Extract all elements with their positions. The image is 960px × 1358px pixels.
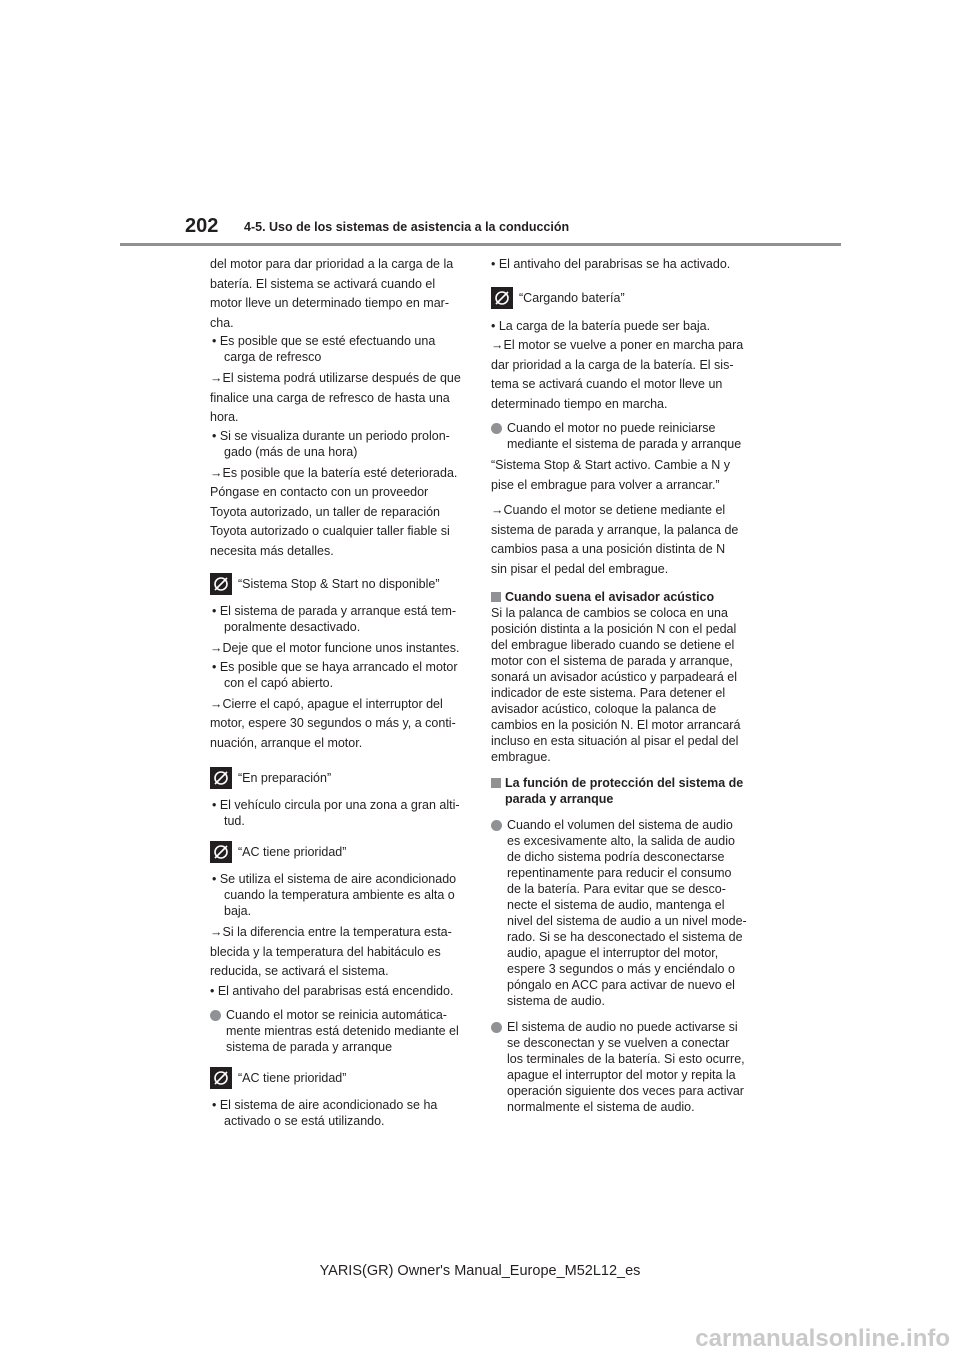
text-line: del motor para dar prioridad a la carga de la: [210, 257, 454, 271]
subsection-heading: Cuando suena el avisador acústico: [491, 589, 753, 605]
footer-text: YARIS(GR) Owner's Manual_Europe_M52L12_es: [319, 1263, 641, 1279]
note-item: Cuando el motor se reinicia automática- mente mientras está detenido mediante el sistema de parada y arranque: [210, 1007, 468, 1055]
warning-message-icon: [491, 287, 513, 309]
paragraph: [491, 501, 753, 579]
bullet-item: • Se utiliza el sistema de aire acondicionado cuando la temperatura ambiente es alta o baja.: [212, 872, 457, 918]
page-number: 202: [185, 215, 219, 237]
text-line: reducida, se activará el sistema.: [210, 964, 389, 978]
bullet-item: • La carga de la batería puede ser baja.: [491, 318, 711, 333]
display-message: “AC tiene prioridad”: [210, 1065, 468, 1091]
display-message: “Cargando batería”: [491, 285, 753, 311]
text-line: →El motor se vuelve a poner en marcha para: [491, 338, 744, 352]
note-item: El sistema de audio no puede activarse si se desconectan y se vuelven a conectar los terminales de la batería. Si esto ocurre, apague el interruptor del motor y repita la operación siguiente dos veces para activar normalmente el sistema de audio.: [491, 1019, 753, 1115]
text-line: →El sistema podrá utilizarse después de que: [210, 371, 461, 385]
text-line: blecida y la temperatura del habitáculo es: [210, 944, 441, 959]
text-line: →Cuando el motor se detiene mediante el: [491, 503, 726, 517]
bullet-dot-icon: [491, 423, 502, 434]
bullet-item: • El vehículo circula por una zona a gran alti- tud.: [212, 798, 460, 828]
text-line: cambios pasa a una posición distinta de N: [491, 542, 726, 556]
bullet-item: • El antivaho del parabrisas se ha activado.: [491, 257, 731, 271]
text-line: hora.: [210, 410, 239, 424]
paragraph: Si la palanca de cambios se coloca en una posición distinta a la posición N con el pedal del embrague liberado cuando se detiene el motor con el sistema de parada y arranque, sonará un avisador acústico y parpadeará el indicador de este sistema. Para detener el avisador acústico, coloque la palanca de cambios en la posición N. El motor arrancará incluso en esta situación al pisar el pedal del embrague.: [491, 606, 741, 764]
text-line: →Si la diferencia entre la temperatura esta-: [210, 925, 452, 939]
text-line: Toyota autorizado o cualquier taller fiable si: [210, 524, 450, 538]
paragraph: [210, 464, 468, 562]
paragraph: [491, 336, 753, 414]
bullet-item: • Es posible que se haya arrancado el motor con el capó abierto.: [212, 659, 458, 690]
text-line: Póngase en contacto con un proveedor: [210, 485, 429, 499]
display-message: “En preparación”: [210, 765, 468, 791]
note-item: Cuando el volumen del sistema de audio es excesivamente alto, la salida de audio de dicho sistema podría desconectarse repentinamente para reducir el consumo de la batería. Para evitar que se desco- necte el sistema de audio, mantenga el nivel del sistema de audio a un nivel mode- rado. Si se ha desconectado el sistema de audio, apague el interruptor del motor, espere 3 segundos o más y enciéndalo o póngalo en ACC para activar de nuevo el sistema de audio.: [491, 817, 753, 1009]
warning-message-icon: [210, 573, 232, 595]
paragraph: [210, 923, 468, 982]
text-line: Toyota autorizado, un taller de reparación: [210, 504, 441, 519]
note-item: Cuando el motor no puede reiniciarse mediante el sistema de parada y arranque: [491, 420, 753, 452]
text-line: →Es posible que la batería esté deteriorada.: [210, 465, 458, 480]
text-line: finalice una carga de refresco de hasta una: [210, 390, 450, 405]
text-line: tema se activará cuando el motor lleve un: [491, 377, 723, 391]
bullet-dot-icon: [491, 1022, 502, 1033]
bullet-dot-icon: [491, 820, 502, 831]
paragraph: [210, 695, 468, 754]
bullet-item: • Es posible que se esté efectuando una carga de refresco: [212, 334, 436, 364]
text-line: dar prioridad a la carga de la batería. El sis-: [491, 357, 734, 372]
subsection-heading: La función de protección del sistema de parada y arranque: [491, 775, 753, 807]
bullet-item: • Si se visualiza durante un periodo prolon- gado (más de una hora): [212, 428, 450, 459]
text-line: sistema de parada y arranque, la palanca de: [491, 522, 739, 537]
header-rule: [120, 243, 841, 246]
section-title: 4-5. Uso de los sistemas de asistencia a la conducción: [244, 220, 570, 234]
text-line: nuación, arranque el motor.: [210, 735, 363, 750]
square-bullet-icon: [491, 592, 501, 602]
text-line: pise el embrague para volver a arrancar.”: [491, 477, 720, 492]
watermark: carmanualsonline.info: [695, 1325, 950, 1352]
text-line: →Deje que el motor funcione unos instantes.: [210, 641, 460, 655]
paragraph: [210, 369, 468, 428]
text-line: necesita más detalles.: [210, 543, 334, 558]
text-line: →Cierre el capó, apague el interruptor del: [210, 696, 443, 711]
text-line: cha.: [210, 315, 234, 330]
warning-message-icon: [210, 841, 232, 863]
text-line: “Sistema Stop & Start activo. Cambie a N y: [491, 458, 730, 472]
warning-message-icon: [210, 1067, 232, 1089]
warning-message-icon: [210, 767, 232, 789]
bullet-item: • El sistema de aire acondicionado se ha activado o se está utilizando.: [212, 1098, 438, 1128]
bullet-item: • El sistema de parada y arranque está tem- poralmente desactivado.: [212, 604, 457, 634]
paragraph: [210, 255, 468, 333]
text-line: determinado tiempo en marcha.: [491, 396, 668, 411]
text-line: batería. El sistema se activará cuando el: [210, 276, 436, 291]
left-column: [210, 255, 468, 1129]
paragraph: [491, 456, 753, 495]
bullet-dot-icon: [210, 1010, 221, 1021]
bullet-item: • El antivaho del parabrisas está encendido.: [210, 983, 454, 998]
square-bullet-icon: [491, 778, 501, 788]
display-message: “AC tiene prioridad”: [210, 839, 468, 865]
text-line: motor lleve un determinado tiempo en mar-: [210, 296, 450, 310]
display-message: “Sistema Stop & Start no disponible”: [210, 571, 468, 597]
right-column: [491, 255, 753, 1115]
text-line: sin pisar el pedal del embrague.: [491, 561, 669, 576]
text-line: motor, espere 30 segundos o más y, a conti-: [210, 716, 456, 730]
